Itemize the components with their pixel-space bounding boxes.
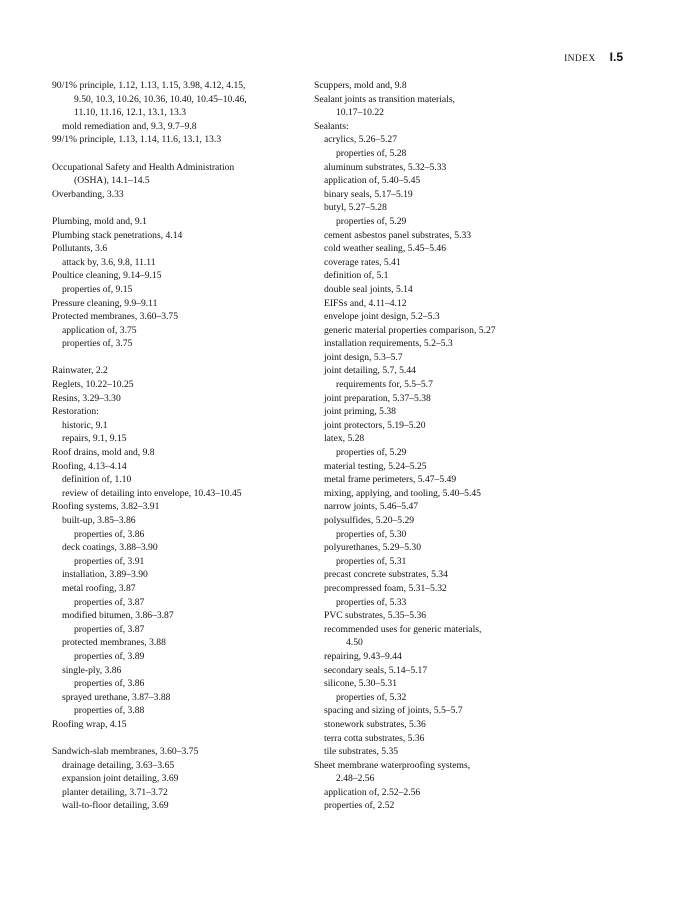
index-subentry: binary seals, 5.17–5.19: [324, 188, 413, 200]
page-number: I.5: [609, 50, 623, 64]
index-main-entry: Resins, 3.29–3.30: [52, 392, 121, 404]
index-main-entry: Sheet membrane waterproofing systems,: [314, 759, 471, 771]
index-subentry: material testing, 5.24–5.25: [324, 460, 427, 472]
index-subentry: protected membranes, 3.88: [62, 637, 166, 649]
section-gap: [52, 147, 300, 161]
index-subentry: 4.50: [346, 637, 363, 649]
index-subentry: properties of, 3.75: [62, 338, 133, 350]
index-subentry: joint detailing, 5.7, 5.44: [324, 365, 416, 377]
index-subentry: properties of, 9.15: [62, 283, 133, 295]
index-subentry: properties of, 3.86: [74, 528, 145, 540]
index-column-left: [52, 79, 300, 813]
index-main-entry: Roofing systems, 3.82–3.91: [52, 501, 160, 513]
index-subentry: PVC substrates, 5.35–5.36: [324, 610, 427, 622]
index-subentry: built-up, 3.85–3.86: [62, 515, 136, 526]
index-subentry: modified bitumen, 3.86–3.87: [62, 610, 174, 622]
index-subentry: (OSHA), 14.1–14.5: [74, 175, 150, 187]
index-main-entry: Plumbing stack penetrations, 4.14: [52, 229, 183, 241]
index-subentry: precast concrete substrates, 5.34: [324, 569, 448, 581]
index-subentry: 11.10, 11.16, 12.1, 13.1, 13.3: [74, 107, 187, 119]
index-subentry: double seal joints, 5.14: [324, 283, 413, 295]
index-subentry: application of, 2.52–2.56: [324, 786, 421, 798]
index-subentry: joint protectors, 5.19–5.20: [324, 419, 426, 431]
index-subentry: cold weather sealing, 5.45–5.46: [324, 243, 447, 255]
index-subentry: terra cotta substrates, 5.36: [324, 732, 425, 744]
index-subentry: repairing, 9.43–9.44: [324, 650, 402, 662]
index-subentry: properties of, 5.28: [336, 147, 407, 159]
index-subentry: joint priming, 5.38: [324, 406, 396, 418]
index-subentry: aluminum substrates, 5.32–5.33: [324, 161, 447, 173]
index-subentry: properties of, 3.87: [74, 596, 145, 608]
index-subentry: 9.50, 10.3, 10.26, 10.36, 10.40, 10.45–10.46,: [74, 93, 247, 105]
index-subentry: requirements for, 5.5–5.7: [336, 379, 433, 391]
index-subentry: application of, 3.75: [62, 324, 137, 336]
index-main-entry: Occupational Safety and Health Administration: [52, 161, 235, 173]
index-subentry: joint design, 5.3–5.7: [324, 351, 403, 363]
index-subentry: drainage detailing, 3.63–3.65: [62, 759, 175, 771]
index-main-entry: Roof drains, mold and, 9.8: [52, 447, 155, 459]
index-column-right: [314, 79, 576, 813]
index-subentry: metal roofing, 3.87: [62, 582, 136, 594]
index-main-entry: 90/1% principle, 1.12, 1.13, 1.15, 3.98, 4.12, 4.15,: [52, 80, 246, 91]
index-subentry: secondary seals, 5.14–5.17: [324, 664, 428, 676]
index-subentry: installation requirements, 5.2–5.3: [324, 338, 453, 350]
index-main-entry: Rainwater, 2.2: [52, 365, 108, 377]
index-subentry: spacing and sizing of joints, 5.5–5.7: [324, 705, 463, 717]
index-main-entry: Poultice cleaning, 9.14–9.15: [52, 270, 162, 282]
index-subentry: coverage rates, 5.41: [324, 256, 401, 268]
index-subentry: latex, 5.28: [324, 433, 365, 445]
index-subentry: properties of, 3.88: [74, 705, 145, 717]
index-subentry: definition of, 5.1: [324, 270, 389, 282]
index-main-entry: Overbanding, 3.33: [52, 188, 124, 200]
index-main-entry: Sealants:: [314, 120, 349, 132]
index-subentry: mold remediation and, 9.3, 9.7–9.8: [62, 120, 197, 132]
index-subentry: tile substrates, 5.35: [324, 746, 399, 758]
index-subentry: recommended uses for generic materials,: [324, 623, 482, 635]
index-subentry: expansion joint detailing, 3.69: [62, 773, 179, 785]
index-subentry: application of, 5.40–5.45: [324, 175, 421, 187]
index-main-entry: Scuppers, mold and, 9.8: [314, 80, 407, 91]
running-header: [564, 50, 623, 64]
index-subentry: acrylics, 5.26–5.27: [324, 134, 398, 146]
header-label: INDEX: [564, 54, 596, 64]
index-subentry: properties of, 2.52: [324, 800, 395, 812]
index-subentry: attack by, 3.6, 9.8, 11.11: [62, 256, 156, 268]
index-subentry: single-ply, 3.86: [62, 664, 122, 676]
index-main-entry: Plumbing, mold and, 9.1: [52, 215, 147, 227]
index-main-entry: Reglets, 10.22–10.25: [52, 379, 134, 391]
index-subentry: properties of, 3.89: [74, 650, 145, 662]
index-main-entry: 99/1% principle, 1.13, 1.14, 11.6, 13.1, 13.3: [52, 134, 222, 146]
index-subentry: definition of, 1.10: [62, 474, 132, 486]
index-main-entry: Pressure cleaning, 9.9–9.11: [52, 297, 158, 309]
index-subentry: planter detailing, 3.71–3.72: [62, 786, 168, 798]
index-subentry: joint preparation, 5.37–5.38: [324, 392, 431, 404]
index-main-entry: Roofing, 4.13–4.14: [52, 460, 127, 472]
index-subentry: properties of, 3.91: [74, 555, 145, 567]
index-subentry: envelope joint design, 5.2–5.3: [324, 311, 440, 323]
index-subentry: installation, 3.89–3.90: [62, 569, 148, 581]
index-subentry: 10.17–10.22: [336, 107, 384, 119]
index-main-entry: Protected membranes, 3.60–3.75: [52, 311, 179, 323]
index-subentry: 2.48–2.56: [336, 773, 375, 785]
index-subentry: properties of, 5.29: [336, 215, 407, 227]
index-subentry: properties of, 5.30: [336, 528, 407, 540]
index-subentry: wall-to-floor detailing, 3.69: [62, 800, 169, 812]
index-subentry: properties of, 5.33: [336, 596, 407, 608]
index-subentry: generic material properties comparison, 5.27: [324, 324, 496, 336]
section-gap: [52, 201, 300, 215]
index-subentry: deck coatings, 3.88–3.90: [62, 542, 158, 554]
index-subentry: butyl, 5.27–5.28: [324, 202, 387, 214]
index-subentry: historic, 9.1: [62, 419, 108, 431]
index-main-entry: Sandwich-slab membranes, 3.60–3.75: [52, 746, 199, 758]
index-subentry: polysulfides, 5.20–5.29: [324, 515, 415, 526]
index-subentry: metal frame perimeters, 5.47–5.49: [324, 474, 457, 486]
index-subentry: silicone, 5.30–5.31: [324, 678, 398, 690]
index-subentry: mixing, applying, and tooling, 5.40–5.45: [324, 487, 481, 499]
section-gap: [52, 351, 300, 365]
index-subentry: review of detailing into envelope, 10.43–10.45: [62, 487, 242, 499]
index-main-entry: Restoration:: [52, 406, 99, 418]
index-subentry: narrow joints, 5.46–5.47: [324, 501, 419, 513]
index-subentry: repairs, 9.1, 9.15: [62, 433, 127, 445]
index-subentry: EIFSs and, 4.11–4.12: [324, 297, 407, 309]
index-subentry: properties of, 5.29: [336, 447, 407, 459]
index-main-entry: Pollutants, 3.6: [52, 243, 108, 255]
index-main-entry: Roofing wrap, 4.15: [52, 718, 127, 730]
index-subentry: properties of, 5.32: [336, 691, 407, 703]
index-main-entry: Sealant joints as transition materials,: [314, 93, 455, 105]
index-subentry: properties of, 5.31: [336, 555, 407, 567]
index-subentry: properties of, 3.87: [74, 623, 145, 635]
index-subentry: properties of, 3.86: [74, 678, 145, 690]
index-subentry: precompressed foam, 5.31–5.32: [324, 582, 447, 594]
index-subentry: stonework substrates, 5.36: [324, 718, 426, 730]
section-gap: [52, 732, 300, 746]
index-subentry: polyurethanes, 5.29–5.30: [324, 542, 421, 554]
index-subentry: sprayed urethane, 3.87–3.88: [62, 691, 171, 703]
index-subentry: cement asbestos panel substrates, 5.33: [324, 229, 472, 241]
